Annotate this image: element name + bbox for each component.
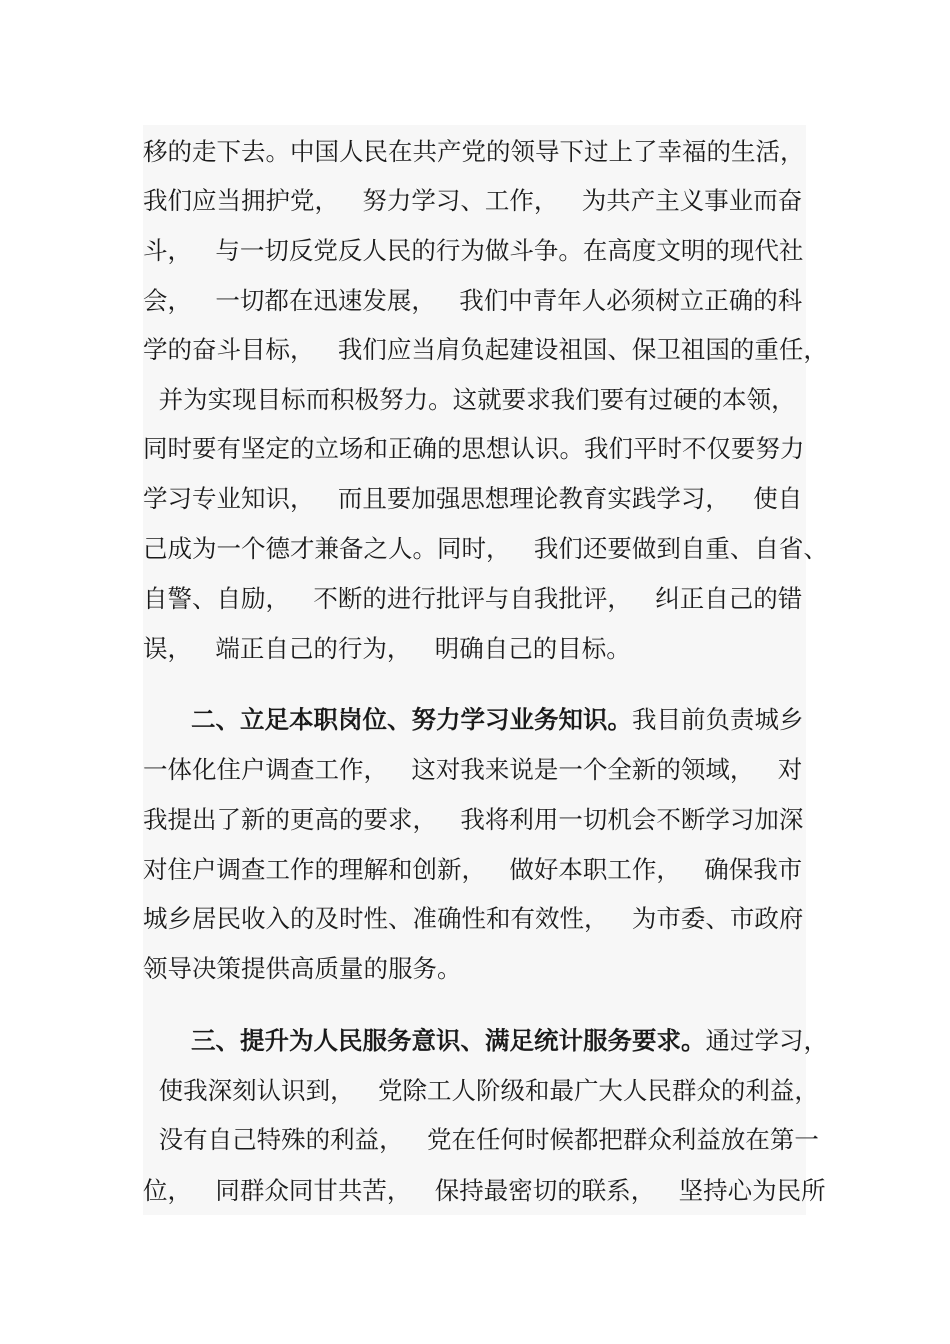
paragraph-2-line: 领导决策提供高质量的服务。 [143, 954, 462, 983]
paragraph-1-line: 移的走下去。中国人民在共产党的领导下过上了幸福的生活， [143, 137, 805, 166]
paragraph-2-heading: 二、立足本职岗位、努力学习业务知识。 [191, 705, 632, 734]
paragraph-1-line: 己成为一个德才兼备之人。同时， 我们还要做到自重、自省、 [143, 534, 828, 563]
paragraph-1-line: 学的奋斗目标， 我们应当肩负起建设祖国、保卫祖国的重任， [143, 335, 828, 364]
paragraph-2-line: 城乡居民收入的及时性、准确性和有效性， 为市委、市政府 [143, 904, 804, 933]
paragraph-3-first-line [191, 1016, 828, 1066]
paragraph-2-line: 我提出了新的更高的要求， 我将利用一切机会不断学习加深 [143, 805, 804, 834]
paragraph-1-line: 误， 端正自己的行为， 明确自己的目标。 [143, 634, 631, 663]
paragraph-3-line: 使我深刻认识到， 党除工人阶级和最广大人民群众的利益， [143, 1076, 819, 1105]
paragraph-1-line: 并为实现目标而积极努力。这就要求我们要有过硬的本领， [143, 385, 796, 414]
paragraph-2-line: 对住户调查工作的理解和创新， 做好本职工作， 确保我市 [143, 855, 803, 884]
paragraph-1-line: 自警、自励， 不断的进行批评与自我批评， 纠正自己的错 [143, 584, 803, 613]
paragraph-3-heading: 三、提升为人民服务意识、满足统计服务要求。 [191, 1026, 706, 1055]
paragraph-1-line: 学习专业知识， 而且要加强思想理论教育实践学习， 使自 [143, 484, 803, 513]
paragraph-3-line: 没有自己特殊的利益， 党在任何时候都把群众利益放在第一 [143, 1125, 819, 1154]
paragraph-2-first-line [191, 695, 804, 745]
paragraph-1-line: 同时要有坚定的立场和正确的思想认识。我们平时不仅要努力 [143, 434, 805, 463]
paragraph-2-first-line-text: 我目前负责城乡 [632, 705, 804, 734]
paragraph-2-line: 一体化住户调查工作， 这对我来说是一个全新的领域， 对 [143, 755, 803, 784]
paragraph-1-line: 会， 一切都在迅速发展， 我们中青年人必须树立正确的科 [143, 286, 803, 315]
paragraph-3-first-line-text: 通过学习， [705, 1026, 828, 1055]
paragraph-1-line: 我们应当拥护党， 努力学习、工作， 为共产主义事业而奋 [143, 186, 803, 215]
paragraph-1-line: 斗， 与一切反党反人民的行为做斗争。在高度文明的现代社 [143, 236, 804, 265]
paragraph-3-line: 位， 同群众同甘共苦， 保持最密切的联系， 坚持心为民所 [143, 1176, 826, 1205]
